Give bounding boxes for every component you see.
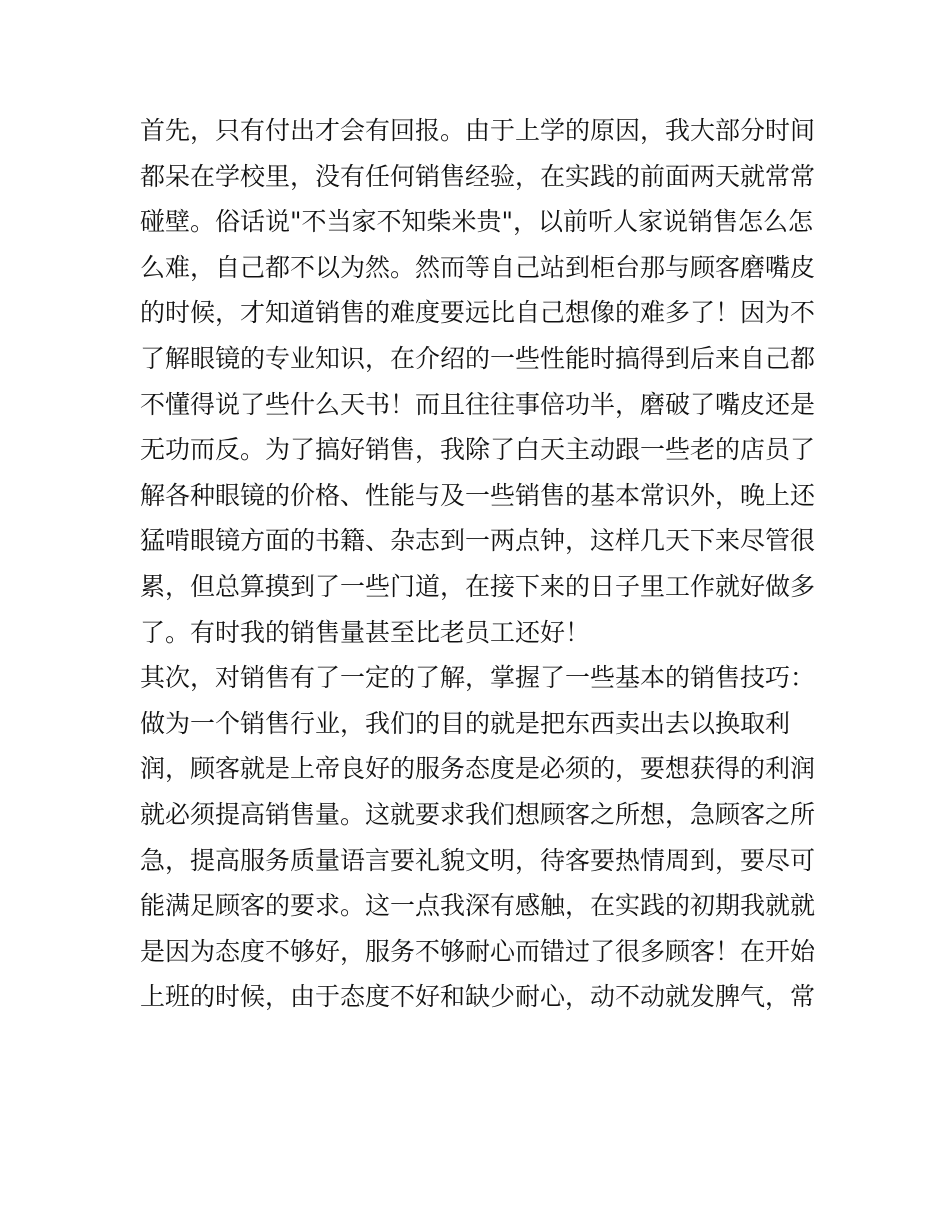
text-line-6: 了解眼镜的专业知识，在介绍的一些性能时搞得到后来自己都 [140, 343, 816, 373]
text-line-15: 润，顾客就是上帝良好的服务态度是必须的，要想获得的利润 [140, 754, 816, 784]
body-text [140, 108, 830, 1020]
text-line-10: 猛啃眼镜方面的书籍、杂志到一两点钟，这样几天下来尽管很 [140, 526, 816, 556]
text-line-8: 无功而反。为了搞好销售，我除了白天主动跟一些老的店员了 [140, 435, 816, 465]
text-line-12: 了。有时我的销售量甚至比老员工还好！ [140, 617, 591, 647]
text-line-4: 么难，自己都不以为然。然而等自己站到柜台那与顾客磨嘴皮 [140, 252, 816, 282]
text-line-7: 不懂得说了些什么天书！而且往往事倍功半，磨破了嘴皮还是 [140, 389, 816, 419]
text-line-9: 解各种眼镜的价格、性能与及一些销售的基本常识外，晚上还 [140, 480, 816, 510]
text-line-14: 做为一个销售行业，我们的目的就是把东西卖出去以换取利 [140, 708, 791, 738]
text-line-17: 急，提高服务质量语言要礼貌文明，待客要热情周到，要尽可 [140, 845, 816, 875]
text-line-2: 都呆在学校里，没有任何销售经验，在实践的前面两天就常常 [140, 161, 816, 191]
text-line-5: 的时候，才知道销售的难度要远比自己想像的难多了！因为不 [140, 298, 816, 328]
text-line-20: 上班的时候，由于态度不好和缺少耐心，动不动就发脾气，常 [140, 982, 816, 1012]
text-line-11: 累，但总算摸到了一些门道，在接下来的日子里工作就好做多 [140, 571, 816, 601]
text-line-1: 首先，只有付出才会有回报。由于上学的原因，我大部分时间 [140, 116, 816, 145]
text-line-13: 其次，对销售有了一定的了解，掌握了一些基本的销售技巧： [140, 663, 816, 693]
text-line-16: 就必须提高销售量。这就要求我们想顾客之所想，急顾客之所 [140, 799, 816, 829]
text-line-3: 碰壁。俗话说"不当家不知柴米贵"，以前听人家说销售怎么怎 [140, 207, 814, 237]
text-line-19: 是因为态度不够好，服务不够耐心而错过了很多顾客！在开始 [140, 936, 816, 966]
text-line-18: 能满足顾客的要求。这一点我深有感触，在实践的初期我就就 [140, 891, 816, 921]
